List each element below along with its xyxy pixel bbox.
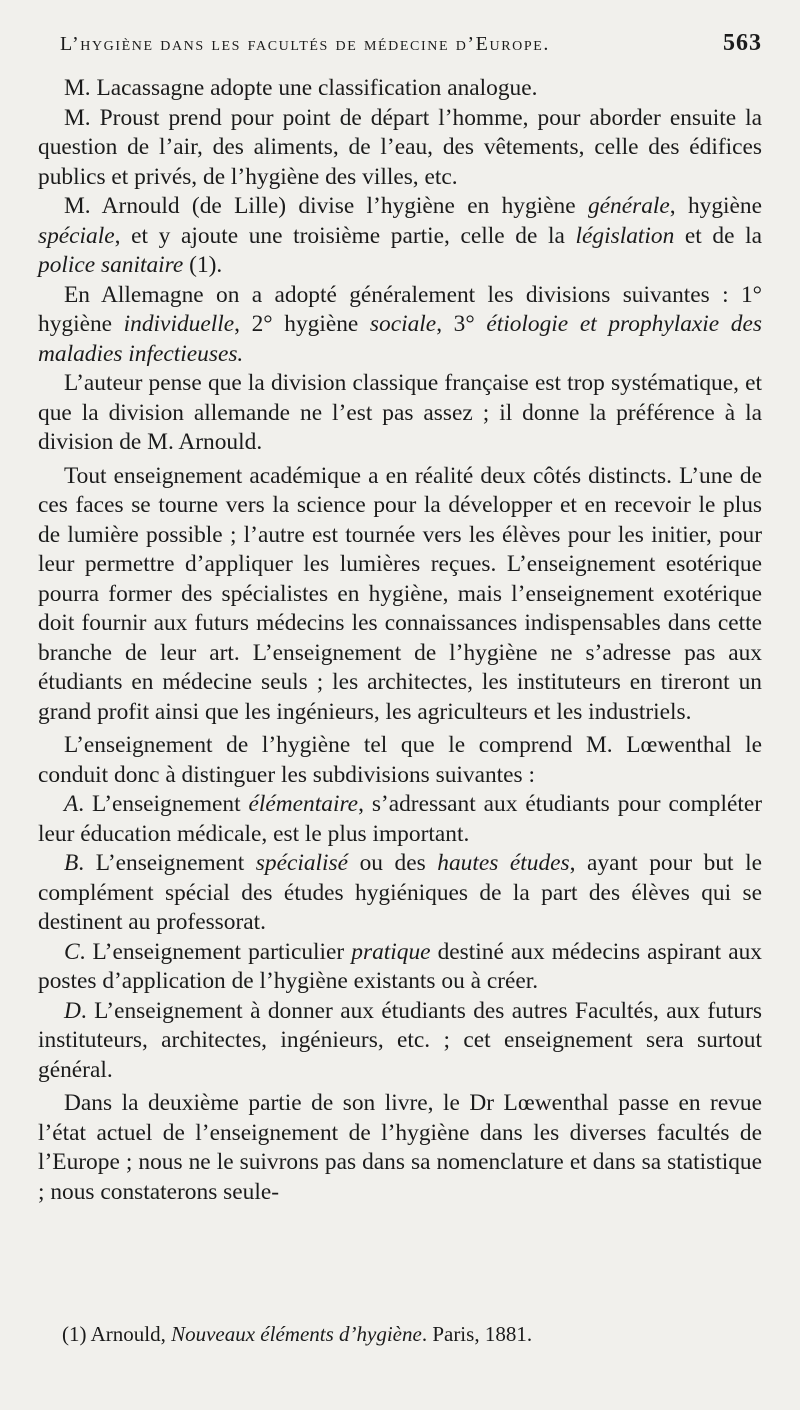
paragraph [38, 997, 762, 1086]
paragraph [38, 790, 762, 849]
paragraph [38, 731, 762, 790]
text-run: . L’enseignement particulier [79, 938, 352, 965]
paragraph [38, 938, 762, 997]
document-page [38, 30, 762, 1207]
text-run: et de la [674, 222, 763, 249]
italic-text: spécialisé [255, 850, 349, 876]
text-run: (1) Arnould, [62, 1322, 172, 1346]
italic-text: Nouveaux éléments d’hygiène [171, 1322, 422, 1346]
paragraph [38, 104, 762, 193]
paragraph [38, 849, 762, 938]
body-text [38, 74, 762, 1207]
text-run: L’enseignement de l’hygiène tel que le comprend M. Lœwenthal le conduit donc à distinguer les subdivisions suivantes : [38, 732, 762, 788]
text-run: M. Proust prend pour point de départ l’homme, pour aborder ensuite la question de l’air, des aliments, de l’eau, des vêtements, celle des édifices publics et privés, de l’hygiène des villes, etc. [38, 104, 762, 190]
text-run: , et y ajoute une troisième partie, celle de la [114, 222, 576, 249]
italic-text: A [64, 791, 79, 817]
paragraph [38, 462, 762, 728]
text-run: , 2° hygiène [234, 311, 370, 337]
text-run: En Allemagne on a adopté généralement les divisions suivantes : 1° hygiène [38, 281, 762, 337]
text-run: . L’enseignement [78, 850, 256, 876]
text-run: . L’enseignement à donner aux étudiants des autres Facultés, aux futurs instituteurs, architectes, ingénieurs, etc. ; cet enseignement sera surtout général. [38, 997, 762, 1083]
italic-text: législation [575, 222, 675, 249]
italic-text: D [64, 997, 81, 1024]
text-run: Tout enseignement académique a en réalité deux côtés distincts. L’une de ces faces se tourne vers la science pour la développer et en recevoir le plus de lumière possible ; l’autre est tournée vers les élèves pour les initier, pour leur permettre d’appliquer les lumières reçues. L’enseignement esotérique pourra former des spécialistes en hygiène, mais l’enseignement exotérique doit fournir aux futurs médecins les connaissances indispensables dans cette branche de leur art. L’enseignement de l’hygiène ne s’adresse pas aux étudiants en médecine seuls ; les architectes, les instituteurs en tireront un grand profit ainsi que les ingénieurs, les agriculteurs et les industriels. [38, 462, 762, 725]
text-run: , ayant pour but le complément spécial des études hygiéniques de la part des élèves qui se destinent au professorat. [38, 850, 762, 935]
text-run: M. Arnould (de Lille) divise l’hygiène en hygiène [64, 193, 588, 219]
text-run: , hygiène [669, 193, 762, 219]
italic-text: C [64, 938, 80, 965]
italic-text: étiologie et prophylaxie des maladies infectieuses. [38, 311, 762, 367]
page-header [38, 30, 762, 74]
text-run: . L’enseignement [78, 791, 249, 817]
paragraph [38, 74, 762, 104]
italic-text: élémentaire [248, 791, 359, 817]
text-run: M. Lacassagne adopte une classification analogue. [64, 75, 538, 101]
text-run: . Paris, 1881. [421, 1322, 533, 1346]
italic-text: pratique [351, 938, 431, 965]
italic-text: sociale [369, 311, 437, 337]
text-run: Dans la deuxième partie de son livre, le Dr Lœwenthal passe en revue l’état actuel de l’enseignement de l’hygiène dans les diverses facultés de l’Europe ; nous ne le suivrons pas dans sa nomenclature et dans sa statistique ; nous constaterons seule- [38, 1090, 762, 1205]
text-run: , s’adressant aux étudiants pour compléter leur éducation médicale, est le plus important. [38, 791, 763, 847]
paragraph [38, 1089, 762, 1207]
italic-text: individuelle [123, 311, 235, 337]
paragraph [38, 281, 762, 370]
text-run: destiné aux médecins aspirant aux postes d’application de l’hygiène existants ou à créer. [38, 938, 762, 994]
paragraph [38, 192, 762, 281]
text-run: L’auteur pense que la division classique française est trop systématique, et que la division allemande ne l’est pas assez ; il donne la préférence à la division de M. Arnould. [38, 370, 762, 455]
text-run: (1). [183, 252, 223, 278]
text-run: ou des [348, 850, 438, 876]
running-title: L’hygiène dans les facultés de médecine d’Europe. [60, 33, 550, 55]
italic-text: B [64, 850, 79, 876]
italic-text: police sanitaire [38, 252, 184, 278]
italic-text: générale [587, 193, 670, 219]
paragraph [38, 369, 762, 458]
text-run: , 3° [436, 311, 487, 337]
footnote [62, 1322, 532, 1347]
italic-text: spéciale [38, 222, 115, 249]
italic-text: hautes études [437, 850, 570, 876]
page-number: 563 [723, 30, 762, 56]
